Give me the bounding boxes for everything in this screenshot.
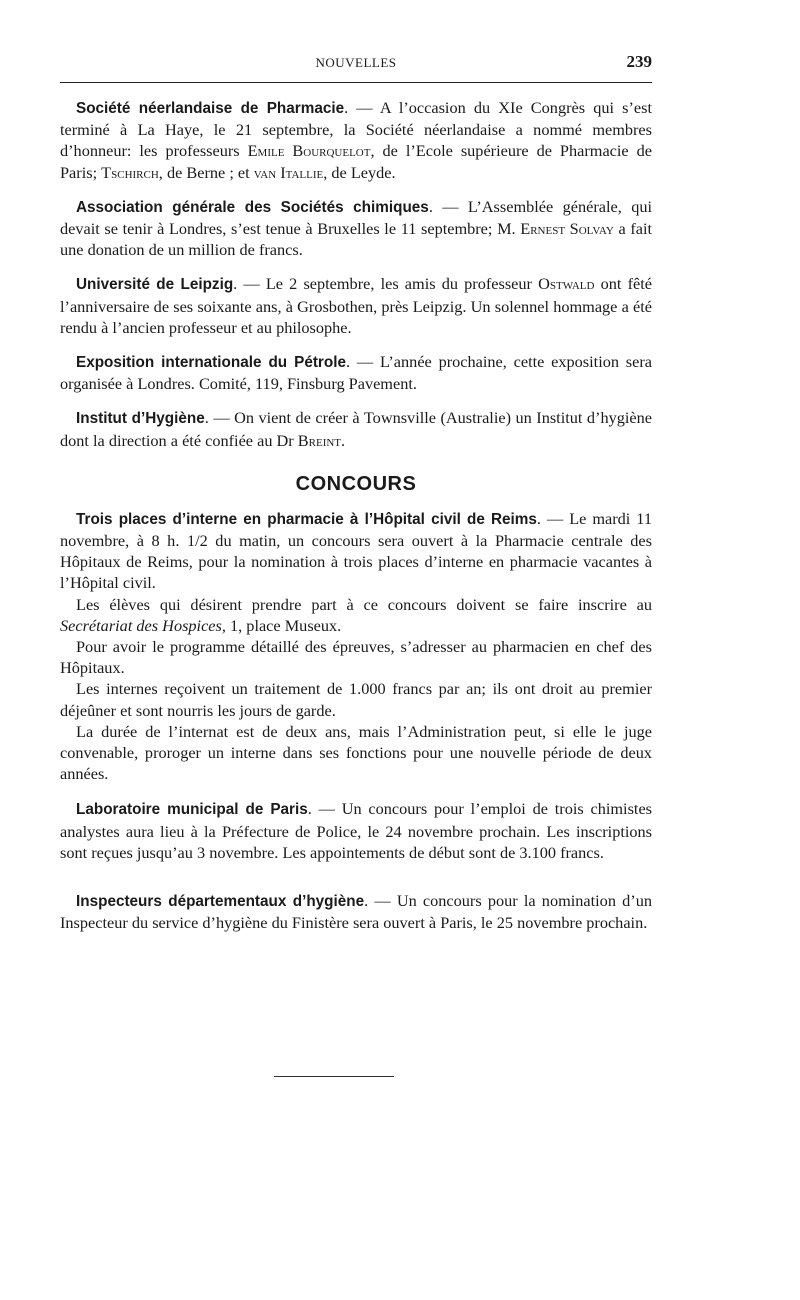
news-item: Université de Leipzig. — Le 2 septembre, les amis du professeur Ostwald ont fêté l’anniversaire de ses soixante ans, à Grosbothen, près Leipzig. Un solennel hommage a été rendu à l’ancien professeur et au philosophe.	[60, 274, 652, 337]
news-item: Association générale des Sociétés chimiques. — L’Assemblée générale, qui devait se tenir à Londres, s’est tenue à Bruxelles le 11 septembre; M. Ernest Solvay a fait une donation de un million de francs.	[60, 196, 653, 260]
item-heading: Association générale des Sociétés chimiques	[76, 198, 429, 216]
page-number: 239	[626, 52, 652, 71]
news-item: Exposition internationale du Pétrole. — L’année prochaine, cette exposition sera organisée à Londres. Comité, 119, Finsburg Pavement.	[60, 352, 653, 394]
item-heading: Laboratoire municipal de Paris	[76, 801, 308, 819]
news-item: Institut d’Hygiène. — On vient de créer à Townsville (Australie) un Institut d’hygiène dont la direction a été confiée au Dr Breint.	[60, 408, 653, 450]
end-rule	[274, 1076, 394, 1077]
person-name: Breint	[297, 430, 342, 450]
item-heading: Exposition internationale du Pétrole	[76, 354, 346, 372]
person-name: Ostwald	[538, 274, 595, 294]
item-heading: Université de Leipzig	[76, 276, 234, 294]
person-name: Tschirch	[101, 162, 159, 182]
person-name: Emile Bourquelot	[247, 141, 371, 161]
item-heading: Institut d’Hygiène	[76, 410, 205, 428]
page-header	[60, 52, 652, 78]
section-title: CONCOURS	[295, 472, 417, 495]
running-title: NOUVELLES	[315, 55, 397, 70]
concours-item: Laboratoire municipal de Paris. — Un concours pour l’emploi de trois chimistes analystes aura lieu à la Préfecture de Police, le 24 novembre prochain. Les inscriptions sont reçues jusqu’au 3 novembre. Les appointements de début sont de 3.100 francs.	[60, 799, 653, 862]
concours-item: Trois places d’interne en pharmacie à l’Hôpital civil de Reims. — Le mardi 11 novembre, à 8 h. 1/2 du matin, un concours sera ouvert à la Pharmacie centrale des Hôpitaux de Reims, pour la nomination à trois places d’interne en pharmacie vacantes à l’Hôpital civil. Les élèves qui désirent prendre part à ce concours doivent se faire inscrire au Secrétariat des Hospices, 1, place Museux. Pour avoir le programme détaillé des épreuves, s’adresser au pharmacien en chef des Hôpitaux. Les internes reçoivent un traitement de 1.000 francs par an; ils ont droit au premier déjeûner et sont nourris les jours de garde. La durée de l’internat est de deux ans, mais l’Administration peut, si elle le juge convenable, proroger un interne dans ses fonctions pour une nouvelle période de deux années.	[60, 508, 652, 784]
person-name: van Itallie	[253, 162, 324, 182]
page-content	[60, 97, 652, 947]
news-item: Société néerlandaise de Pharmacie. — A l’occasion du XIe Congrès qui s’est terminé à La Haye, le 21 septembre, la Société néerlandaise a nommé membres d’honneur: les professeurs Emile Bourquelot, de l’Ecole supérieure de Pharmacie de Paris; Tschirch, de Berne ; et van Itallie, de Leyde.	[60, 98, 652, 182]
item-heading: Trois places d’interne en pharmacie à l’Hôpital civil de Reims	[76, 510, 537, 528]
item-heading: Inspecteurs départementaux d’hygiène	[76, 893, 365, 911]
header-rule	[60, 82, 652, 83]
item-heading: Société néerlandaise de Pharmacie	[76, 100, 345, 117]
concours-item: Inspecteurs départementaux d’hygiène. — Un concours pour la nomination d’un Inspecteur du service d’hygiène du Finistère sera ouvert à Paris, le 25 novembre prochain.	[60, 891, 652, 933]
person-name: Ernest Solvay	[520, 219, 614, 239]
